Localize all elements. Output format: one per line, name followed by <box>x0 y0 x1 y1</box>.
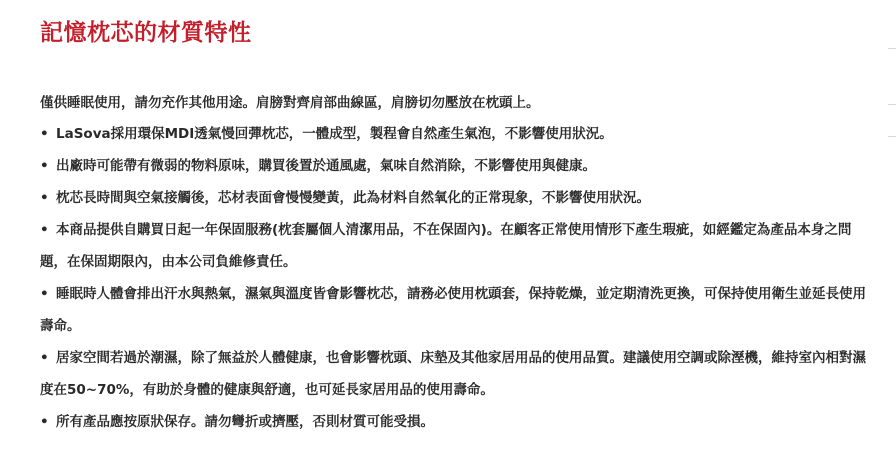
divider <box>888 48 896 49</box>
bullet-icon: • <box>40 126 49 142</box>
bullet-icon: • <box>40 414 49 430</box>
notes-list <box>40 118 870 438</box>
bullet-icon: • <box>40 158 49 174</box>
divider <box>888 136 896 137</box>
note-text: 枕芯長時間與空氣接觸後，芯材表面會慢慢變黃，此為材料自然氧化的正常現象，不影響使用狀況。 <box>56 190 650 206</box>
intro-text: 僅供睡眠使用，請勿充作其他用途。肩膀對齊肩部曲線區，肩膀切勿壓放在枕頭上。 <box>40 95 540 111</box>
list-item <box>40 342 870 406</box>
note-text: 睡眠時人體會排出汗水與熱氣，濕氣與溫度皆會影響枕芯，請務必使用枕頭套，保持乾燥，並定期清洗更換，可保持使用衛生並延長使用壽命。 <box>40 286 866 334</box>
note-text: 本商品提供自購買日起一年保固服務(枕套屬個人清潔用品，不在保固內)。在顧客正常使用情形下產生瑕疵，如經鑑定為產品本身之問題，在保固期限內，由本公司負維修責任。 <box>40 222 852 270</box>
divider <box>888 104 896 105</box>
list-item <box>40 278 870 342</box>
list-item <box>40 406 870 438</box>
content-body <box>40 88 870 438</box>
bullet-icon: • <box>40 222 49 238</box>
note-text: LaSova採用環保MDI透氣慢回彈枕芯，一體成型，製程會自然產生氣泡，不影響使用狀況。 <box>56 126 613 142</box>
list-item <box>40 150 870 182</box>
note-text: 所有產品應按原狀保存。請勿彎折或擠壓，否則材質可能受損。 <box>56 414 434 430</box>
list-item <box>40 118 870 150</box>
bullet-icon: • <box>40 286 49 302</box>
note-text: 居家空間若過於潮濕，除了無益於人體健康，也會影響枕頭、床墊及其他家居用品的使用品質。建議使用空調或除溼機，維持室內相對濕度在50~70%，有助於身體的健康與舒適，也可延長家居用品的使用壽命。 <box>40 350 866 398</box>
note-text: 出廠時可能帶有微弱的物料原味，購買後置於通風處，氣味自然消除，不影響使用與健康。 <box>56 158 596 174</box>
bullet-icon: • <box>40 350 49 366</box>
list-item <box>40 214 870 278</box>
page-title: 記憶枕芯的材質特性 <box>40 20 252 46</box>
list-item <box>40 182 870 214</box>
bullet-icon: • <box>40 190 49 206</box>
